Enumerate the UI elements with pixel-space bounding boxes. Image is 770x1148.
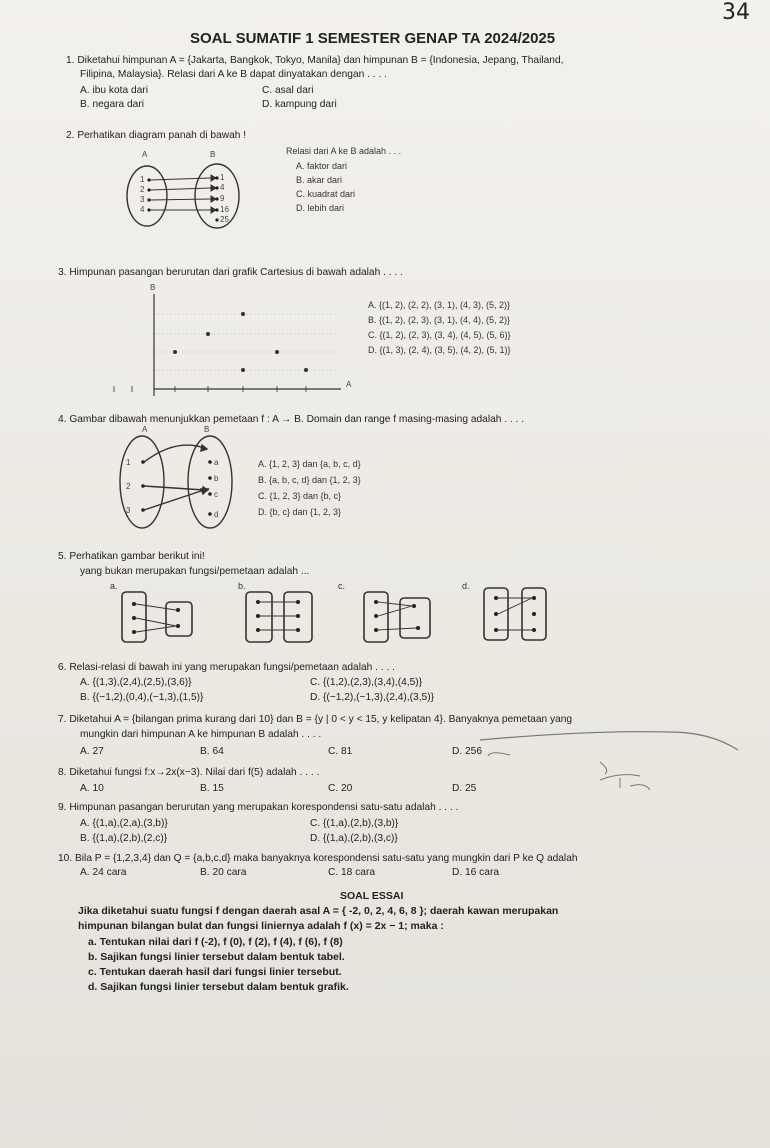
q2-right-1: 1 [220, 173, 225, 182]
q3-x-axis-label: A [346, 380, 352, 389]
q7-option-a: A. 27 [80, 746, 104, 757]
q4-set-b-label: B [204, 425, 210, 434]
essay-part-c: c. Tentukan daerah hasil dari fungsi linier tersebut. [88, 966, 342, 978]
q7-stem-cont: mungkin dari himpunan A ke himpunan B adalah . . . . [80, 729, 322, 740]
essay-intro-1: Jika diketahui suatu fungsi f dengan daerah asal A = { -2, 0, 2, 4, 6, 8 }; daerah kawan merupakan [78, 905, 559, 917]
q5-stem-cont: yang bukan merupakan fungsi/pemetaan adalah ... [80, 566, 310, 577]
q2-left-4: 4 [140, 205, 145, 214]
q3-option-d: D. {(1, 3), (2, 4), (3, 5), (4, 2), (5, 1)} [368, 345, 511, 355]
q1-option-d: D. kampung dari [262, 99, 337, 110]
handwritten-page-number: 34 [722, 0, 750, 25]
q3-stem: 3. Himpunan pasangan berurutan dari grafik Cartesius di bawah adalah . . . . [58, 267, 403, 278]
q5-stem: 5. Perhatikan gambar berikut ini! [58, 551, 205, 562]
q7-option-c: C. 81 [328, 746, 353, 757]
q9-option-d: D. {(1,a),(2,b),(3,c)} [310, 833, 398, 844]
q10-option-d: D. 16 cara [452, 867, 499, 878]
q9-option-c: C. {(1,a),(2,b),(3,b)} [310, 818, 399, 829]
q2-prompt: Relasi dari A ke B adalah . . . [286, 146, 402, 156]
q1-option-c: C. asal dari [262, 85, 314, 96]
q10-option-a: A. 24 cara [80, 867, 127, 878]
q2-left-1: 1 [140, 175, 145, 184]
q2-right-9: 9 [220, 194, 225, 203]
q4-option-c: C. {1, 2, 3} dan {b, c} [258, 491, 342, 501]
q8-option-a: A. 10 [80, 783, 104, 794]
q4-option-d: D. {b, c} dan {1, 2, 3} [258, 507, 342, 517]
q6-option-a: A. {(1,3),(2,4),(2,5),(3,6)} [80, 677, 192, 688]
q7-option-d: D. 256 [452, 746, 483, 757]
q5-diagram-a [120, 588, 200, 648]
q4-left-3: 3 [126, 506, 131, 515]
q2-right-25: 25 [220, 215, 229, 224]
q3-cartesian-graph [96, 286, 356, 406]
q9-option-b: B. {(1,a),(2,b),(2,c)} [80, 833, 168, 844]
q4-right-b: b [214, 474, 219, 483]
q5-diagram-d [482, 586, 562, 646]
q2-option-d: D. lebih dari [296, 203, 345, 213]
pencil-scribble [470, 710, 770, 830]
q2-set-b-label: B [210, 150, 216, 159]
q10-stem: 10. Bila P = {1,2,3,4} dan Q = {a,b,c,d} maka banyaknya korespondensi satu-satu yang mungkin dari P ke Q adalah [58, 853, 578, 864]
q1-stem-cont: Filipina, Malaysia}. Relasi dari A ke B dapat dinyatakan dengan . . . . [80, 69, 387, 80]
q9-stem: 9. Himpunan pasangan berurutan yang merupakan korespondensi satu-satu adalah . . . . [58, 802, 459, 813]
essay-part-d: d. Sajikan fungsi linier tersebut dalam bentuk grafik. [88, 981, 349, 993]
q5-label-d: d. [462, 581, 470, 591]
q8-option-b: B. 15 [200, 783, 224, 794]
q3-option-b: B. {(1, 2), (2, 3), (3, 1), (4, 4), (5, 2)} [368, 315, 511, 325]
q2-option-a: A. faktor dari [296, 161, 348, 171]
q4-stem: 4. Gambar dibawah menunjukkan pemetaan f : A → B. Domain dan range f masing-masing adalah . . . . [58, 414, 525, 425]
q1-stem: 1. Diketahui himpunan A = {Jakarta, Bangkok, Tokyo, Manila} dan himpunan B = {Indonesia, Jepang, Thailand, [66, 55, 564, 66]
q2-right-16: 16 [220, 205, 229, 214]
q4-right-c: c [214, 490, 218, 499]
q10-option-c: C. 18 cara [328, 867, 375, 878]
q2-option-c: C. kuadrat dari [296, 189, 356, 199]
q10-option-b: B. 20 cara [200, 867, 247, 878]
q7-option-b: B. 64 [200, 746, 224, 757]
q4-option-a: A. {1, 2, 3} dan {a, b, c, d} [258, 459, 361, 469]
q2-right-4: 4 [220, 183, 225, 192]
q6-option-c: C. {(1,2),(2,3),(3,4),(4,5)} [310, 677, 423, 688]
q5-label-b: b. [238, 581, 246, 591]
q5-diagram-b [244, 588, 324, 648]
q2-left-2: 2 [140, 185, 145, 194]
q4-right-d: d [214, 510, 219, 519]
q4-set-a-label: A [142, 425, 148, 434]
essay-part-a: a. Tentukan nilai dari f (-2), f (0), f (2), f (4), f (6), f (8) [88, 936, 343, 948]
q8-stem: 8. Diketahui fungsi f:x→2x(x−3). Nilai dari f(5) adalah . . . . [58, 767, 320, 778]
q3-option-a: A. {(1, 2), (2, 2), (3, 1), (4, 3), (5, 2)} [368, 300, 511, 310]
q4-mapping-diagram [110, 428, 260, 533]
q2-option-b: B. akar dari [296, 175, 343, 185]
q5-diagram-c [362, 588, 442, 648]
q1-option-b: B. negara dari [80, 99, 144, 110]
q1-option-a: A. ibu kota dari [80, 85, 148, 96]
q9-option-a: A. {(1,a),(2,a),(3,b)} [80, 818, 168, 829]
q6-option-d: D. {(−1,2),(−1,3),(2,4),(3,5)} [310, 692, 435, 703]
q6-stem: 6. Relasi-relasi di bawah ini yang merupakan fungsi/pemetaan adalah . . . . [58, 662, 395, 673]
q4-option-b: B. {a, b, c, d} dan {1, 2, 3} [258, 475, 361, 485]
q8-option-d: D. 25 [452, 783, 477, 794]
q2-stem: 2. Perhatikan diagram panah di bawah ! [66, 130, 247, 141]
essay-part-b: b. Sajikan fungsi linier tersebut dalam bentuk tabel. [88, 951, 345, 963]
q5-label-c: c. [338, 581, 346, 591]
q2-set-a-label: A [142, 150, 148, 159]
q4-right-a: a [214, 458, 219, 467]
q3-option-c: C. {(1, 2), (2, 3), (3, 4), (4, 5), (5, 6)} [368, 330, 511, 340]
q2-left-3: 3 [140, 195, 145, 204]
q4-left-2: 2 [126, 482, 131, 491]
q7-stem: 7. Diketahui A = {bilangan prima kurang dari 10} dan B = {y | 0 < y < 15, y kelipatan 4}. Banyaknya pemetaan yang [58, 714, 573, 725]
q8-option-c: C. 20 [328, 783, 353, 794]
page-title: SOAL SUMATIF 1 SEMESTER GENAP TA 2024/2025 [190, 30, 556, 47]
essay-intro-2: himpunan bilangan bulat dan fungsi liniernya adalah f (x) = 2x − 1; maka : [78, 920, 444, 932]
essay-heading: SOAL ESSAI [340, 890, 404, 902]
q4-left-1: 1 [126, 458, 131, 467]
q6-option-b: B. {(−1,2),(0,4),(−1,3),(1,5)} [80, 692, 204, 703]
q5-label-a: a. [110, 581, 118, 591]
q3-y-axis-label: B [150, 283, 156, 292]
